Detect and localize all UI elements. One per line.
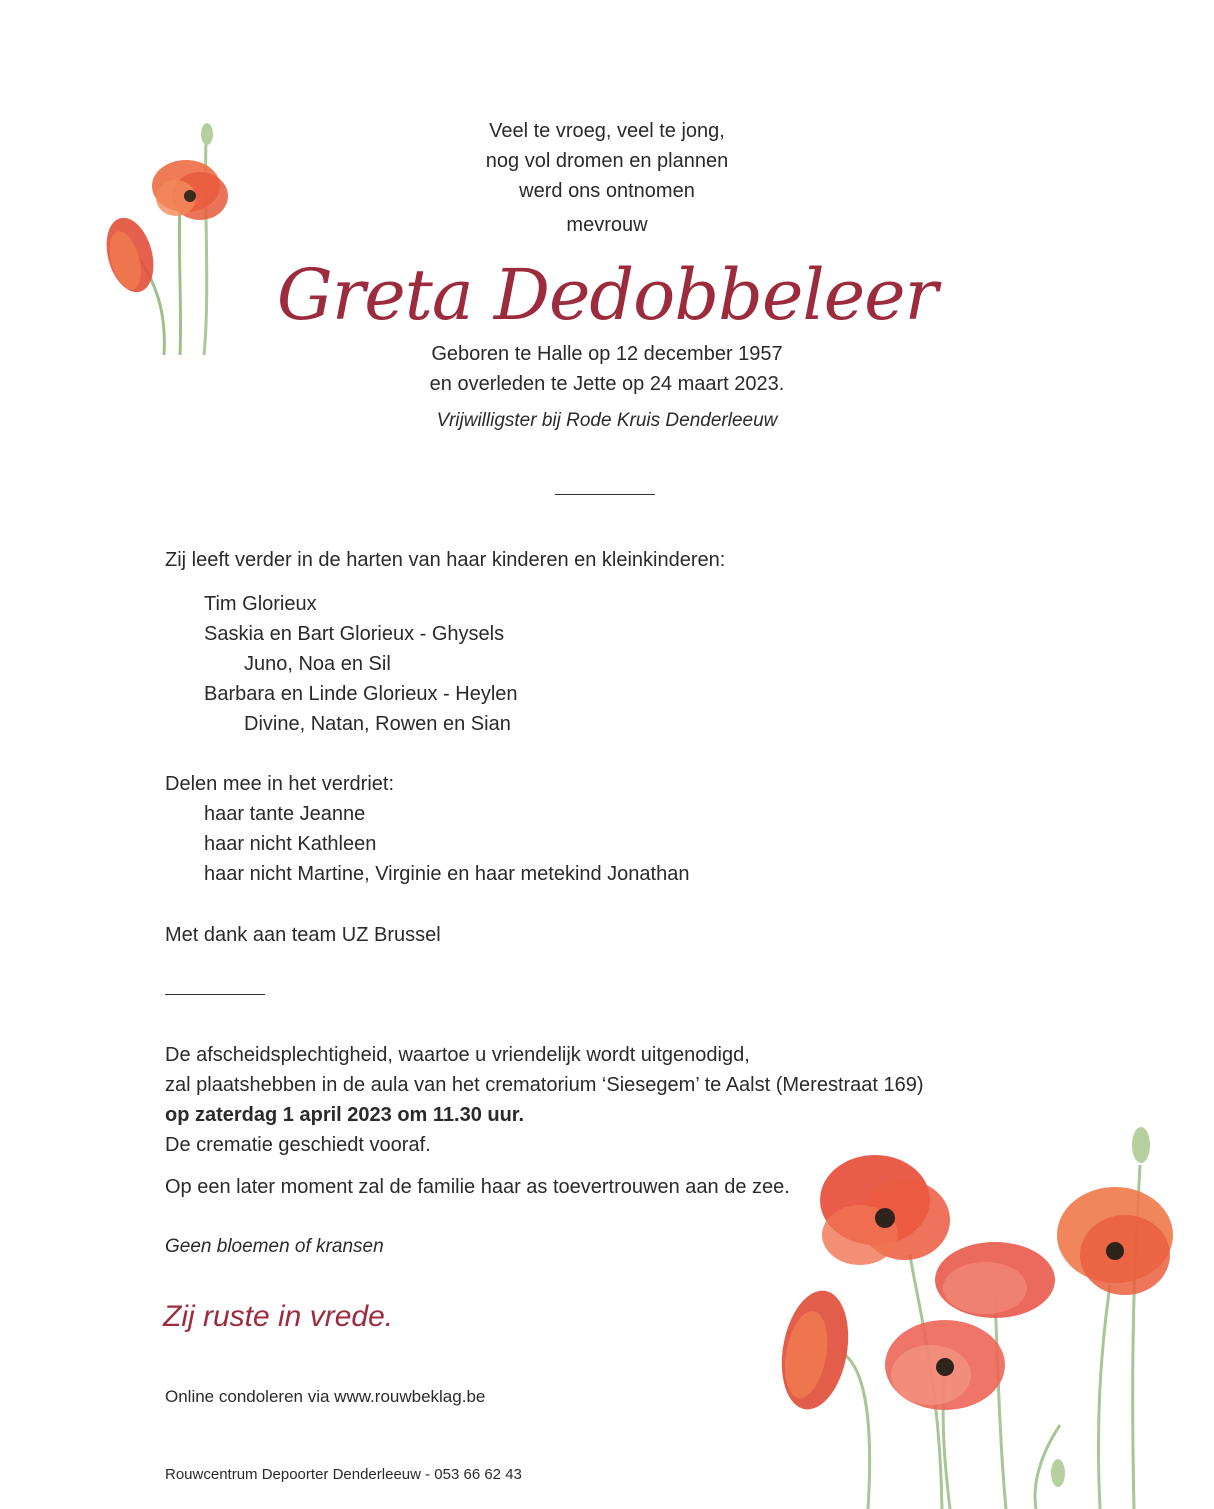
relative: haar tante Jeanne [204,803,366,825]
poem-line: Veel te vroeg, veel te jong, [489,120,725,142]
family-intro: Zij leeft verder in de harten van haar kinderen en kleinkinderen: [165,549,726,571]
online-condolences: Online condoleren via www.rouwbeklag.be [165,1387,486,1406]
divider [165,994,265,995]
poppy-illustration-bottom [760,1125,1190,1509]
ceremony-date: op zaterdag 1 april 2023 om 11.30 uur. [165,1104,525,1126]
ceremony-line: zal plaatshebben in de aula van het crematorium ‘Siesegem’ te Aalst (Merestraat 169) [165,1074,924,1096]
volunteer-note: Vrijwilligster bij Rode Kruis Denderleeuw [436,410,778,431]
share-intro: Delen mee in het verdriet: [165,773,395,795]
ceremony-line: De crematie geschiedt vooraf. [165,1134,431,1156]
deceased-name: Greta Dedobbeleer [276,254,938,336]
poem [0,116,1214,206]
death-line: en overleden te Jette op 24 maart 2023. [429,373,785,395]
no-flowers-note: Geen bloemen of kransen [165,1236,384,1257]
birth-line: Geboren te Halle op 12 december 1957 [431,343,783,365]
grandchildren: Juno, Noa en Sil [244,653,391,675]
family-member: Tim Glorieux [204,593,317,615]
poem-line: nog vol dromen en plannen [485,150,729,172]
ceremony-line: De afscheidsplechtigheid, waartoe u vriendelijk wordt uitgenodigd, [165,1044,750,1066]
birth-death-info [0,339,1214,399]
rest-in-peace: Zij ruste in vrede. [163,1300,394,1333]
thanks-note: Met dank aan team UZ Brussel [165,924,441,946]
ashes-note: Op een later moment zal de familie haar as toevertrouwen aan de zee. [165,1176,790,1198]
title-prefix: mevrouw [566,214,648,236]
relative: haar nicht Kathleen [204,833,377,855]
relative: haar nicht Martine, Virginie en haar metekind Jonathan [204,863,690,885]
divider [555,494,655,495]
grandchildren: Divine, Natan, Rowen en Sian [244,713,511,735]
funeral-home: Rouwcentrum Depoorter Denderleeuw - 053 66 62 43 [165,1466,522,1483]
family-member: Saskia en Bart Glorieux - Ghysels [204,623,505,645]
family-member: Barbara en Linde Glorieux - Heylen [204,683,518,705]
poem-line: werd ons ontnomen [519,180,695,202]
